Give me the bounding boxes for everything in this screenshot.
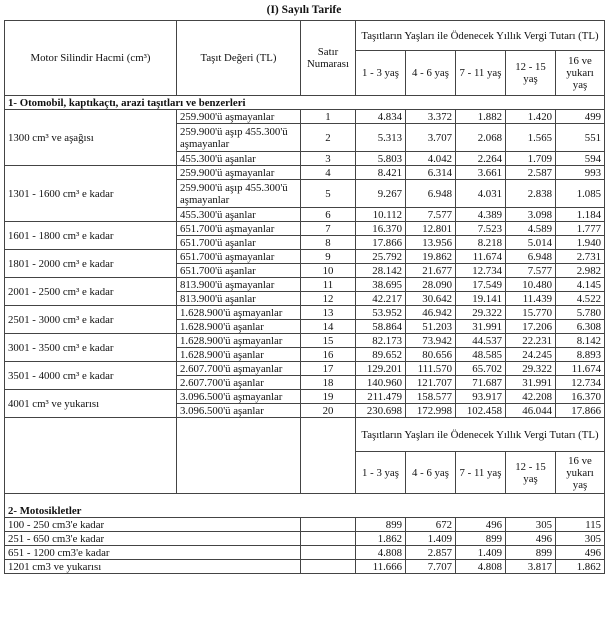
value-cell: 259.900'ü aşıp 455.300'ü aşmayanlar xyxy=(177,124,301,152)
tax-cell: 1.409 xyxy=(456,546,506,560)
section2-header-row xyxy=(5,418,605,452)
tax-cell: 8.142 xyxy=(556,334,605,348)
section2-title-row xyxy=(5,494,605,518)
tax-cell: 11.674 xyxy=(456,250,506,264)
value-cell: 651.700'ü aşanlar xyxy=(177,236,301,250)
tax-cell: 172.998 xyxy=(406,404,456,418)
tax-cell: 46.942 xyxy=(406,306,456,320)
tax-cell: 4.589 xyxy=(506,222,556,236)
tax-cell: 5.780 xyxy=(556,306,605,320)
tax-cell: 2.982 xyxy=(556,264,605,278)
tax-cell: 24.245 xyxy=(506,348,556,362)
motor-cell: 1601 - 1800 cm³ e kadar xyxy=(5,222,177,250)
blank-cell xyxy=(177,418,301,494)
tax-cell: 230.698 xyxy=(356,404,406,418)
tax-cell: 2.731 xyxy=(556,250,605,264)
age-group-header: Taşıtların Yaşları ile Ödenecek Yıllık Vergi Tutarı (TL) xyxy=(356,418,605,452)
tax-cell: 21.677 xyxy=(406,264,456,278)
motor-cell: 100 - 250 cm3'e kadar xyxy=(5,518,301,532)
tax-cell: 73.942 xyxy=(406,334,456,348)
tax-cell: 10.480 xyxy=(506,278,556,292)
tax-cell: 16.370 xyxy=(556,390,605,404)
table-row xyxy=(5,532,605,546)
tax-cell: 93.917 xyxy=(456,390,506,404)
row-number-cell: 10 xyxy=(301,264,356,278)
value-cell: 259.900'ü aşıp 455.300'ü aşmayanlar xyxy=(177,180,301,208)
tax-cell: 5.313 xyxy=(356,124,406,152)
tax-cell: 89.652 xyxy=(356,348,406,362)
tax-cell: 3.098 xyxy=(506,208,556,222)
age-header: 4 - 6 yaş xyxy=(406,452,456,494)
tax-cell: 102.458 xyxy=(456,404,506,418)
table-row xyxy=(5,362,605,376)
motor-cell: 3001 - 3500 cm³ e kadar xyxy=(5,334,177,362)
tax-cell: 3.707 xyxy=(406,124,456,152)
tax-cell: 17.866 xyxy=(556,404,605,418)
tax-cell: 7.577 xyxy=(506,264,556,278)
motor-cell: 3501 - 4000 cm³ e kadar xyxy=(5,362,177,390)
tax-cell: 17.549 xyxy=(456,278,506,292)
row-number-cell: 11 xyxy=(301,278,356,292)
row-number-cell: 12 xyxy=(301,292,356,306)
tax-cell: 8.893 xyxy=(556,348,605,362)
table-row xyxy=(5,110,605,124)
row-number-cell: 13 xyxy=(301,306,356,320)
tax-cell: 129.201 xyxy=(356,362,406,376)
tax-cell: 5.014 xyxy=(506,236,556,250)
table-row xyxy=(5,334,605,348)
tax-cell: 115 xyxy=(556,518,605,532)
motor-cell: 1300 cm³ ve aşağısı xyxy=(5,110,177,166)
age-header: 12 - 15 yaş xyxy=(506,51,556,96)
tax-cell: 6.314 xyxy=(406,166,456,180)
row-number-cell: 19 xyxy=(301,390,356,404)
age-header: 4 - 6 yaş xyxy=(406,51,456,96)
row-number-cell: 16 xyxy=(301,348,356,362)
age-header: 7 - 11 yaş xyxy=(456,452,506,494)
tax-cell: 1.882 xyxy=(456,110,506,124)
tax-cell: 28.142 xyxy=(356,264,406,278)
table-row xyxy=(5,546,605,560)
tax-cell: 25.792 xyxy=(356,250,406,264)
row-number-cell xyxy=(301,518,356,532)
row-number-cell: 4 xyxy=(301,166,356,180)
tax-cell: 496 xyxy=(506,532,556,546)
tax-cell: 499 xyxy=(556,110,605,124)
tax-cell: 1.862 xyxy=(356,532,406,546)
motor-cell: 2501 - 3000 cm³ e kadar xyxy=(5,306,177,334)
tax-cell: 80.656 xyxy=(406,348,456,362)
tax-cell: 899 xyxy=(356,518,406,532)
tax-cell: 16.370 xyxy=(356,222,406,236)
table-row xyxy=(5,278,605,292)
tax-cell: 8.421 xyxy=(356,166,406,180)
tax-cell: 7.523 xyxy=(456,222,506,236)
tax-cell: 28.090 xyxy=(406,278,456,292)
table-row xyxy=(5,390,605,404)
table-row xyxy=(5,518,605,532)
tax-cell: 1.862 xyxy=(556,560,605,574)
tax-cell: 121.707 xyxy=(406,376,456,390)
tariff-table xyxy=(4,20,605,574)
tax-cell: 4.389 xyxy=(456,208,506,222)
tax-cell: 4.808 xyxy=(356,546,406,560)
value-cell: 1.628.900'ü aşmayanlar xyxy=(177,306,301,320)
tax-cell: 3.372 xyxy=(406,110,456,124)
row-number-cell: 14 xyxy=(301,320,356,334)
row-number-cell: 3 xyxy=(301,152,356,166)
row-number-cell: 15 xyxy=(301,334,356,348)
tax-cell: 17.866 xyxy=(356,236,406,250)
tax-cell: 9.267 xyxy=(356,180,406,208)
row-number-cell: 1 xyxy=(301,110,356,124)
table-row xyxy=(5,306,605,320)
tax-cell: 12.801 xyxy=(406,222,456,236)
tax-cell: 11.439 xyxy=(506,292,556,306)
tax-cell: 8.218 xyxy=(456,236,506,250)
tax-cell: 12.734 xyxy=(556,376,605,390)
table-row xyxy=(5,222,605,236)
tax-cell: 4.042 xyxy=(406,152,456,166)
tax-cell: 4.522 xyxy=(556,292,605,306)
age-header: 1 - 3 yaş xyxy=(356,51,406,96)
tax-cell: 1.085 xyxy=(556,180,605,208)
tax-cell: 211.479 xyxy=(356,390,406,404)
row-number-cell: 5 xyxy=(301,180,356,208)
row-number-cell xyxy=(301,532,356,546)
age-group-header: Taşıtların Yaşları ile Ödenecek Yıllık Vergi Tutarı (TL) xyxy=(356,21,605,51)
row-number-cell: 6 xyxy=(301,208,356,222)
row-number-cell xyxy=(301,560,356,574)
age-header: 16 ve yukarı yaş xyxy=(556,51,605,96)
tax-cell: 11.674 xyxy=(556,362,605,376)
tax-cell: 82.173 xyxy=(356,334,406,348)
table-row xyxy=(5,166,605,180)
tax-cell: 53.952 xyxy=(356,306,406,320)
tax-cell: 4.808 xyxy=(456,560,506,574)
value-cell: 813.900'ü aşanlar xyxy=(177,292,301,306)
tax-cell: 2.264 xyxy=(456,152,506,166)
motor-cell: 1301 - 1600 cm³ e kadar xyxy=(5,166,177,222)
tax-cell: 51.203 xyxy=(406,320,456,334)
value-cell: 2.607.700'ü aşanlar xyxy=(177,376,301,390)
tax-cell: 3.661 xyxy=(456,166,506,180)
value-cell: 259.900'ü aşmayanlar xyxy=(177,110,301,124)
value-cell: 455.300'ü aşanlar xyxy=(177,152,301,166)
tax-cell: 17.206 xyxy=(506,320,556,334)
tax-cell: 993 xyxy=(556,166,605,180)
tax-cell: 58.864 xyxy=(356,320,406,334)
tax-cell: 30.642 xyxy=(406,292,456,306)
tax-cell: 899 xyxy=(456,532,506,546)
tax-cell: 48.585 xyxy=(456,348,506,362)
section2-title: 2- Motosikletler xyxy=(5,494,605,518)
value-cell: 2.607.700'ü aşmayanlar xyxy=(177,362,301,376)
tax-cell: 11.666 xyxy=(356,560,406,574)
tax-cell: 1.184 xyxy=(556,208,605,222)
value-cell: 1.628.900'ü aşmayanlar xyxy=(177,334,301,348)
value-cell: 259.900'ü aşmayanlar xyxy=(177,166,301,180)
age-header: 12 - 15 yaş xyxy=(506,452,556,494)
tax-cell: 7.707 xyxy=(406,560,456,574)
value-cell: 1.628.900'ü aşanlar xyxy=(177,348,301,362)
tax-cell: 2.857 xyxy=(406,546,456,560)
tax-cell: 6.948 xyxy=(406,180,456,208)
tax-cell: 158.577 xyxy=(406,390,456,404)
value-cell: 1.628.900'ü aşanlar xyxy=(177,320,301,334)
tax-cell: 4.031 xyxy=(456,180,506,208)
tax-cell: 672 xyxy=(406,518,456,532)
tax-cell: 1.940 xyxy=(556,236,605,250)
row-number-cell: 18 xyxy=(301,376,356,390)
motor-cell: 651 - 1200 cm3'e kadar xyxy=(5,546,301,560)
blank-cell xyxy=(5,418,177,494)
motor-cell: 1201 cm3 ve yukarısı xyxy=(5,560,301,574)
tax-cell: 1.420 xyxy=(506,110,556,124)
tax-cell: 1.709 xyxy=(506,152,556,166)
tax-cell: 12.734 xyxy=(456,264,506,278)
value-cell: 3.096.500'ü aşmayanlar xyxy=(177,390,301,404)
tax-cell: 31.991 xyxy=(456,320,506,334)
tax-cell: 31.991 xyxy=(506,376,556,390)
row-number-cell: 2 xyxy=(301,124,356,152)
tax-cell: 10.112 xyxy=(356,208,406,222)
tax-cell: 13.956 xyxy=(406,236,456,250)
tax-cell: 496 xyxy=(556,546,605,560)
table-row xyxy=(5,250,605,264)
tax-cell: 42.217 xyxy=(356,292,406,306)
tax-cell: 899 xyxy=(506,546,556,560)
tax-cell: 22.231 xyxy=(506,334,556,348)
age-header: 1 - 3 yaş xyxy=(356,452,406,494)
tax-cell: 2.068 xyxy=(456,124,506,152)
motor-cell: 251 - 650 cm3'e kadar xyxy=(5,532,301,546)
tax-cell: 19.141 xyxy=(456,292,506,306)
tax-cell: 42.208 xyxy=(506,390,556,404)
row-number-cell: 17 xyxy=(301,362,356,376)
tax-cell: 19.862 xyxy=(406,250,456,264)
tax-cell: 29.322 xyxy=(456,306,506,320)
tax-cell: 44.537 xyxy=(456,334,506,348)
tax-cell: 551 xyxy=(556,124,605,152)
motor-header: Motor Silindir Hacmi (cm³) xyxy=(5,21,177,96)
tax-cell: 4.145 xyxy=(556,278,605,292)
tax-cell: 594 xyxy=(556,152,605,166)
tax-cell: 29.322 xyxy=(506,362,556,376)
tax-cell: 15.770 xyxy=(506,306,556,320)
tax-cell: 1.409 xyxy=(406,532,456,546)
tax-cell: 305 xyxy=(556,532,605,546)
tax-cell: 1.777 xyxy=(556,222,605,236)
tax-cell: 305 xyxy=(506,518,556,532)
tax-cell: 6.948 xyxy=(506,250,556,264)
age-header: 7 - 11 yaş xyxy=(456,51,506,96)
tax-cell: 2.838 xyxy=(506,180,556,208)
age-header: 16 ve yukarı yaş xyxy=(556,452,605,494)
row-number-cell: 8 xyxy=(301,236,356,250)
tax-cell: 46.044 xyxy=(506,404,556,418)
section1-title: 1- Otomobil, kaptıkaçtı, arazi taşıtları ve benzerleri xyxy=(5,96,605,110)
value-cell: 651.700'ü aşmayanlar xyxy=(177,250,301,264)
row-number-cell: 20 xyxy=(301,404,356,418)
tax-cell: 6.308 xyxy=(556,320,605,334)
value-cell: 651.700'ü aşanlar xyxy=(177,264,301,278)
row-number-header: Satır Numarası xyxy=(301,21,356,96)
page-title: (I) Sayılı Tarife xyxy=(266,4,342,16)
tax-cell: 38.695 xyxy=(356,278,406,292)
row-number-cell: 9 xyxy=(301,250,356,264)
value-cell: 3.096.500'ü aşanlar xyxy=(177,404,301,418)
tax-cell: 2.587 xyxy=(506,166,556,180)
tax-cell: 111.570 xyxy=(406,362,456,376)
motor-cell: 1801 - 2000 cm³ e kadar xyxy=(5,250,177,278)
tax-cell: 7.577 xyxy=(406,208,456,222)
row-number-cell: 7 xyxy=(301,222,356,236)
blank-cell xyxy=(301,418,356,494)
motor-cell: 2001 - 2500 cm³ e kadar xyxy=(5,278,177,306)
tax-cell: 140.960 xyxy=(356,376,406,390)
tax-cell: 3.817 xyxy=(506,560,556,574)
value-cell: 651.700'ü aşmayanlar xyxy=(177,222,301,236)
tax-cell: 496 xyxy=(456,518,506,532)
tax-cell: 4.834 xyxy=(356,110,406,124)
tax-cell: 71.687 xyxy=(456,376,506,390)
value-cell: 455.300'ü aşanlar xyxy=(177,208,301,222)
tax-cell: 5.803 xyxy=(356,152,406,166)
tax-cell: 65.702 xyxy=(456,362,506,376)
table-row xyxy=(5,560,605,574)
value-cell: 813.900'ü aşmayanlar xyxy=(177,278,301,292)
motor-cell: 4001 cm³ ve yukarısı xyxy=(5,390,177,418)
tax-cell: 1.565 xyxy=(506,124,556,152)
value-header: Taşıt Değeri (TL) xyxy=(177,21,301,96)
row-number-cell xyxy=(301,546,356,560)
